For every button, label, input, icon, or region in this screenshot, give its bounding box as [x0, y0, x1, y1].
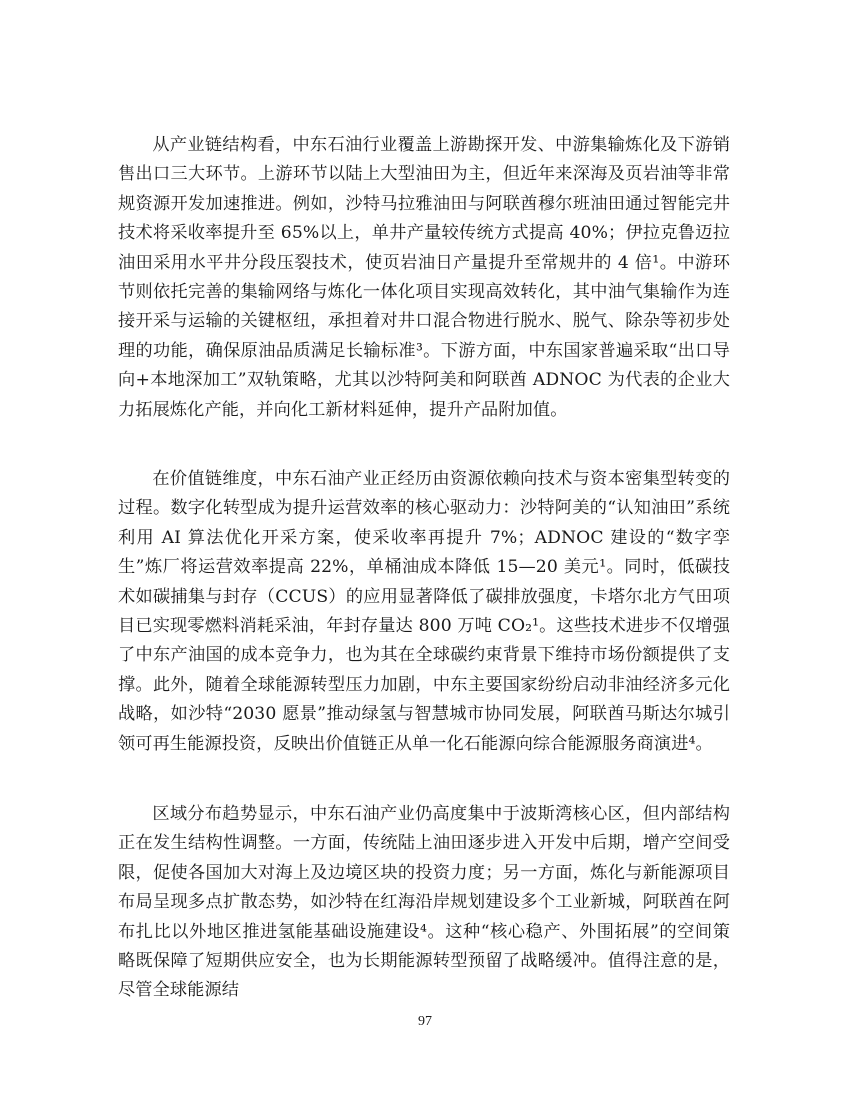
page-number: 97 [418, 1014, 432, 1029]
paragraph-value-chain: 在价值链维度，中东石油产业正经历由资源依赖向技术与资本密集型转变的过程。数字化转型成为提升运营效率的核心驱动力：沙特阿美的“认知油田”系统利用 AI 算法优化开采方案，使采收率再提升 7%；ADNOC 建设的“数字孪生”炼厂将运营效率提高 22%，单桶油成本降低 15—20 美元¹。同时，低碳技术如碳捕集与封存（CCUS）的应用显著降低了碳排放强度，卡塔尔北方气田项目已实现零燃料消耗采油，年封存量达 800 万吨 CO₂¹。这些技术进步不仅增强了中东产油国的成本竞争力，也为其在全球碳约束背景下维持市场份额提供了支撑。此外，随着全球能源转型压力加剧，中东主要国家纷纷启动非油经济多元化战略，如沙特“2030 愿景”推动绿氢与智慧城市协同发展，阿联酋马斯达尔城引领可再生能源投资，反映出价值链正从单一化石能源向综合能源服务商演进⁴。 [118, 469, 730, 754]
paragraph-regional-distribution: 区域分布趋势显示，中东石油产业仍高度集中于波斯湾核心区，但内部结构正在发生结构性调整。一方面，传统陆上油田逐步进入开发中后期，增产空间受限，促使各国加大对海上及边境区块的投资力度；另一方面，炼化与新能源项目布局呈现多点扩散态势，如沙特在红海沿岸规划建设多个工业新城，阿联酋在阿布扎比以外地区推进氢能基础设施建设⁴。这种“核心稳产、外围拓展”的空间策略既保障了短期供应安全，也为长期能源转型预留了战略缓冲。值得注意的是，尽管全球能源结 [118, 804, 730, 1001]
paragraph-industry-chain: 从产业链结构看，中东石油行业覆盖上游勘探开发、中游集输炼化及下游销售出口三大环节。上游环节以陆上大型油田为主，但近年来深海及页岩油等非常规资源开发加速推进。例如，沙特马拉雅油田与阿联酋穆尔班油田通过智能完井技术将采收率提升至 65%以上，单井产量较传统方式提高 40%；伊拉克鲁迈拉油田采用水平井分段压裂技术，使页岩油日产量提升至常规井的 4 倍¹。中游环节则依托完善的集输网络与炼化一体化项目实现高效转化，其中油气集输作为连接开采与运输的关键枢纽，承担着对井口混合物进行脱水、脱气、除杂等初步处理的功能，确保原油品质满足长输标准³。下游方面，中东国家普遍采取“出口导向+本地深加工”双轨策略，尤其以沙特阿美和阿联酋 ADNOC 为代表的企业大力拓展炼化产能，并向化工新材料延伸，提升产品附加值。 [118, 135, 730, 420]
